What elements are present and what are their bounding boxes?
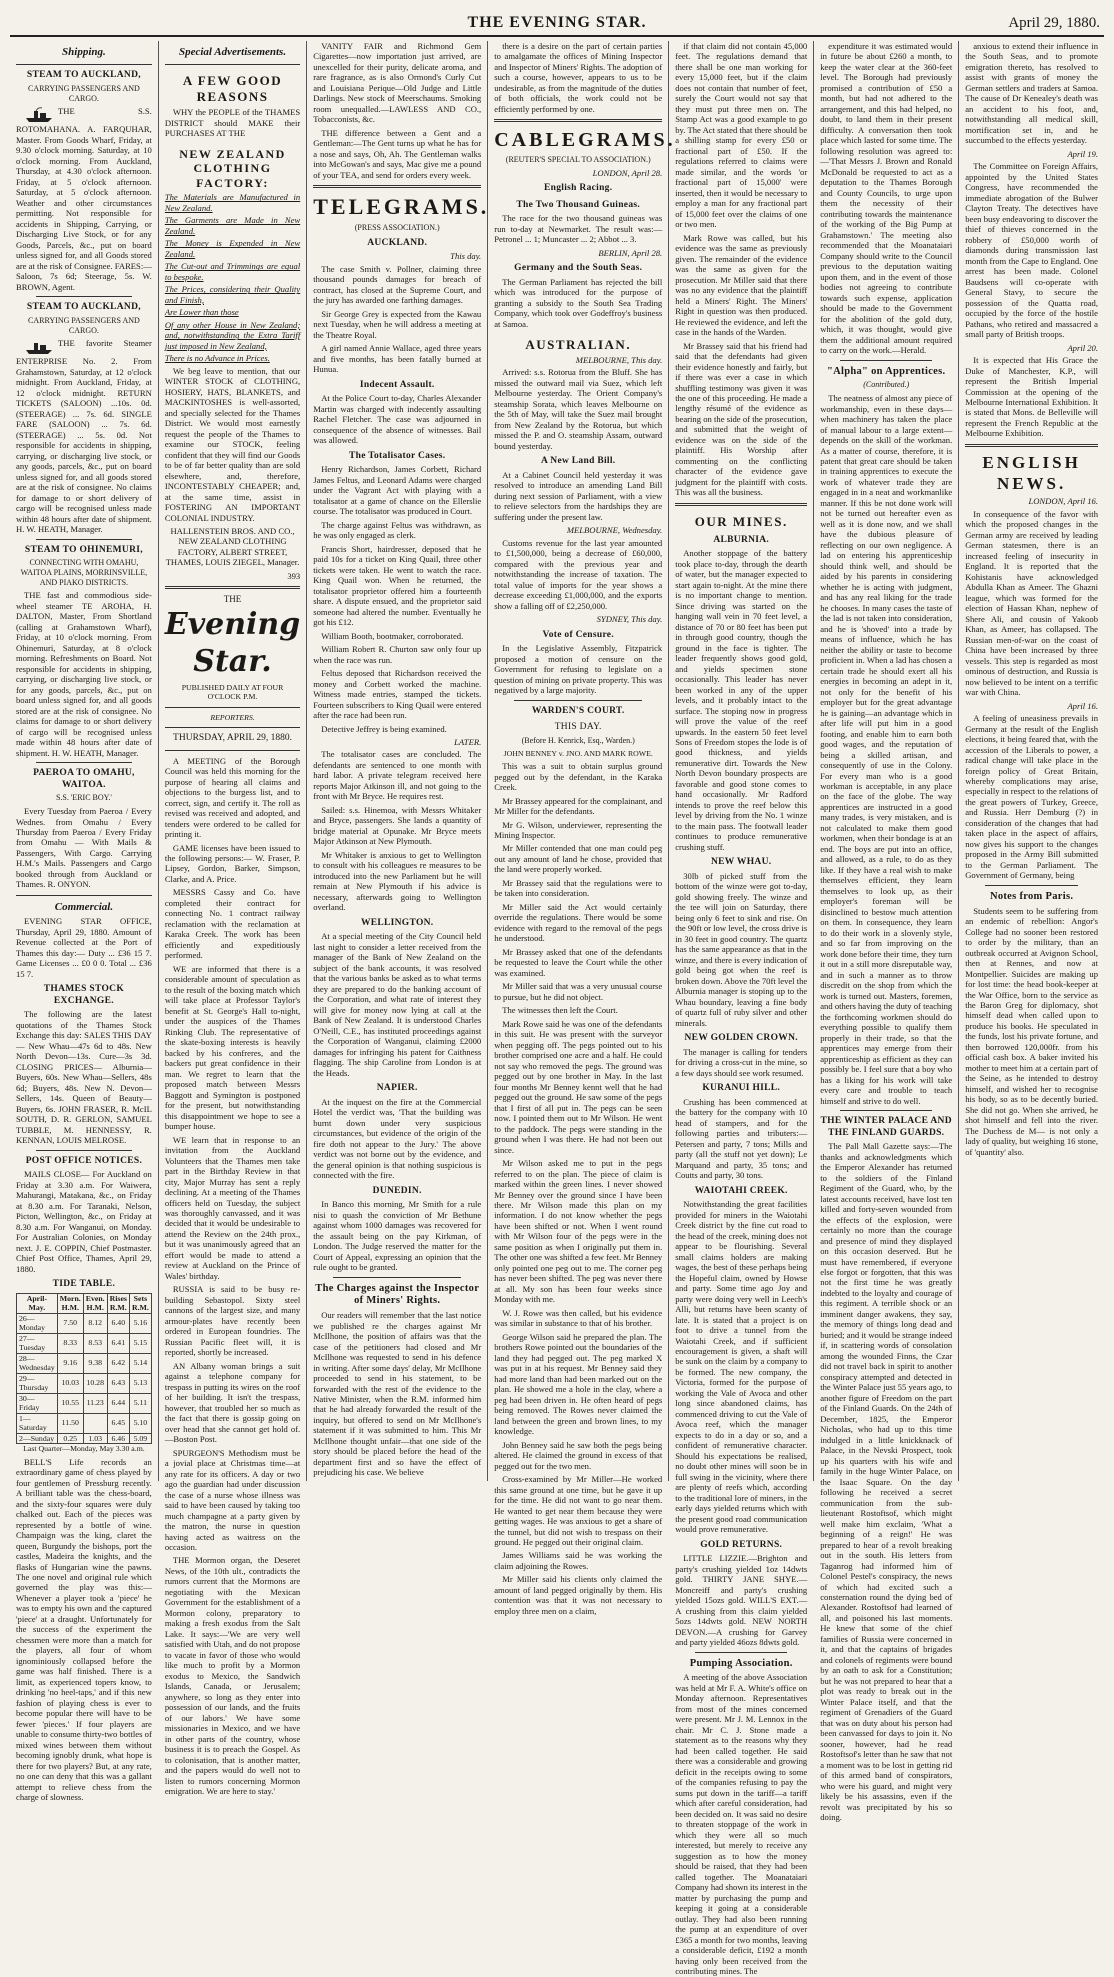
subheading: Vote of Censure. xyxy=(542,629,614,640)
stock-exchange-text: The following are the latest quotations of the Thames Stock Exchange this day: SALES THIS DAY— New Whau—47s 6d to 48s. New North Devon—13s. Cure—3s 3d. CLOSING PRICES— Alburnia—Buyers, 60s. New Whau—Sellers, 48s 6d; Buyers, 48s. New N. Devon—Sellers, 14s. Queen of Beauty—Buyers, 6s. JOHN FRASER, R. McIL SOUTH, D. R. GERLON, SAMUEL TUBBLE, M. HENNESSY, R. KENNAN, LOUIS MELROSE. xyxy=(16,1009,152,1146)
table-cell: 6.40 xyxy=(107,1313,129,1333)
article-paragraph: Francis Short, hairdresser, deposed that he paid 10s for a ticket on King Quail, three other tickets were taken. He went to watch the race. King Quail won. When he returned, the totalisator proprietor offered him a fourteenth share. A dispute ensued, and the proprietor said someone had altered the number. Eventually he got his £12. xyxy=(313,543,482,628)
table-cell: 5.16 xyxy=(129,1313,151,1333)
ad-reason: Are Lower than those xyxy=(164,307,239,318)
ad-reason: The Materials are Manufactured in New Zealand. xyxy=(164,192,301,213)
article-paragraph: Mr Miller said his clients only claimed the amount of land pegged originally by them. His contention was that it was not necessary to employ three men on a claim, xyxy=(494,1574,663,1616)
divider xyxy=(36,762,132,763)
table-cell: 5.11 xyxy=(129,1393,151,1413)
divider xyxy=(165,64,300,65)
divider xyxy=(165,750,300,751)
article-text: anxious to extend their influence in the South Seas, and to promote emigration thereto, has resolved to assist with grants of money the German settlers and traders at Samoa. The cause of Dr Kenealey's death was an accident to his foot, and, notwithstanding all medical skill, mortification set in, and he succumbed to the effects yesterday. xyxy=(965,41,1098,146)
ad-brand: NEW ZEALAND CLOTHING FACTORY: xyxy=(179,146,286,190)
article-paragraph: Mr Brassey appeared for the complainant, and Mr Miller for the defendants. xyxy=(494,795,663,817)
subheading: The Totalisator Cases. xyxy=(349,450,446,461)
table-cell: 5.14 xyxy=(129,1353,151,1373)
table-row xyxy=(17,1433,152,1444)
columns xyxy=(10,41,1104,1977)
tide-column-header: Sets R.M. xyxy=(129,1293,151,1313)
table-cell: 5.10 xyxy=(129,1413,151,1433)
mines-heading: OUR MINES. xyxy=(694,513,788,529)
table-cell: 8.53 xyxy=(83,1333,107,1353)
subheading: "Alpha" on Apprentices. xyxy=(827,365,946,377)
dateline: This day. xyxy=(450,251,482,262)
section-heading: POST OFFICE NOTICES. xyxy=(25,1155,143,1166)
mine-heading: WAIOTAHI CREEK. xyxy=(694,1185,788,1196)
article-paragraph: SPURGEON'S Methodism must be a jovial place at Christmas time—at any rate for its officers. A day or two ago the guardian had under discussion the case of a nurse whose illness was said to have been caused by taking too much champagne at a party given by the matron, the nurse in question having acted as waitress on the occasion. xyxy=(164,1447,301,1552)
special-ads-heading: Special Advertisements. xyxy=(178,46,287,58)
auckland-paragraphs xyxy=(313,264,481,375)
table-cell: 10.03 xyxy=(57,1373,83,1393)
article-paragraph: Mr Brassey said that the regulations were to be taken into consideration. xyxy=(494,877,663,899)
table-cell: 6.43 xyxy=(107,1373,129,1393)
tide-column-header: Even. H.M. xyxy=(83,1293,107,1313)
table-cell: 30—Friday xyxy=(17,1393,58,1413)
paper-the: THE xyxy=(223,594,242,605)
mine-heading: GOLD RETURNS. xyxy=(700,1539,783,1550)
paper-subtitle: PUBLISHED DAILY AT FOUR O'CLOCK P.M. xyxy=(181,682,284,702)
table-cell: 26—Monday xyxy=(17,1313,58,1333)
table-cell: 6.44 xyxy=(107,1393,129,1413)
paper-nameplate: Evening Star. xyxy=(164,607,301,679)
dateline: MELBOURNE, Wednesday. xyxy=(566,525,663,536)
table-row xyxy=(17,1373,152,1393)
article-text: The Pall Mall Gazette says:—The thanks and acknowledgments which the Emperor Alexander has returned to the soldiers of the Finland Regiment of the Guard, who, by the latest accounts received, have lost ten killed and forty-seven wounded from the effects of the explosion, were certainly no more than the courage and presence of mind they displayed on this occasion deserved. But he must have remembered, if everyone else forgot or forgotten, that this was not the first time he was greatly indebted to the loyalty and courage of this regiment. A terrible shock or an imminent danger awakens, they say, the memory of things long dead and buried; and it would be strange indeed if, in scattering words of consolation among the wounded Finns, the Czar did not travel back in spirit to another conspiracy attempted and detected in the Winter Palace just 55 years ago, to another figure of Freedom on the part of the Finland Guards. On the 24th of December, 1825, the Emperor Nicholas, who had up to this time indulged in a little knickknack of Palace, in the Nevski Prospect, took up his quarters with his wife and family in the huge Winter Palace, on the Isaac Square. On the day following he received a secret communication from the sub-lieutenant Rostoftsof, which might well make him exclaim, 'What a beginning of a reign!' He was prepared to hear of a revolt breaking out in the south. His letters from Taganrog had informed him of Colonel Pestel's conspiracy, the news of which had excited such a consternation round the dying bed of Alexander. Rostoftsof had learned of all, and poisoned his last moments. He knew that some of the chief families of Russia were concerned in it, and that the captains of brigades and colonels of regiments were bound by an oath to ask for a Constitution; but he was not prepared to hear that a plot was ready to break out in the Winter Palace itself, and that the regiment of Grenadiers of the Guard that was on duty about his person had been canvassed for days to join it. No sooner, however, had he read Rostoftsof's letter than he saw that not a moment was to be lost in getting rid of this armed band of conspirators, who were his guard, and might very likely be his assassins, even if the revolt was precipitated by his so doing. xyxy=(820,1141,953,1823)
divider xyxy=(675,503,807,506)
article-text: Mr Brassey said that his friend had said that the defendants had given their evidence honestly and fairly, but if there was ever a case in which shuffling testimony was given it was the one of this proceeding. He made a lengthy résumé of the evidence as bearing on the side of the prosecution, and submitted that the weight of evidence was on the side of the plaintiff. His Worship after commenting on the conflicting character of the evidence gave judgment for the plaintiff with costs. This was all the business. xyxy=(675,340,808,498)
ad-reason: The Money is Expended in New Zealand. xyxy=(164,238,301,259)
dateline: THIS DAY. xyxy=(554,722,602,733)
tide-table xyxy=(16,1293,152,1445)
article-text: At a Cabinet Council held yesterday it was resolved to introduce an amending Land Bill during next session of Parliament, with a view to relieve selectors from the hardships they are suffering under the present law. xyxy=(494,469,663,522)
article-text: Sailed: s.s. Hinemoa, with Messrs Whitaker and Bryce, passengers. She lands a quantity of bridge material at Opunake. Mr Bryce meets Major Atkinson at New Plymouth. xyxy=(313,804,482,847)
column-4 xyxy=(488,41,676,1616)
article-text: if that claim did not contain 45,000 feet. The regulations demand that there shall be one man working for every 15,000 feet, but if the claim does not contain that number of feet, surely the Court would not say that they must put three men on. The Stamp Act was a good example to go by. The Act stated that there should be a shilling stamp for every £50 or fractional part of £50. If the regulations referred to claims were made similar, and the words 'or fractional part of 15,000' were inserted, then it would be necessary to employ a man for any fractional part of 15,000 feet over the claims of one or two men. xyxy=(675,41,808,230)
article-text: The manager is calling for tenders for driving a cross-cut in the mine, so a few days should see work resumed. xyxy=(675,1046,808,1078)
article-paragraph: Henry Richardson, James Corbett, Richard James Feltus, and Leonard Adams were charged under the Vagrant Act with playing with a totalisator at a game of chance on the Ellerslie course. The totalisator was produced in Court. xyxy=(313,464,482,517)
table-cell: 6.41 xyxy=(107,1333,129,1353)
dateline: April 19. xyxy=(1067,148,1098,159)
article-text: LITTLE LIZZIE.—Brighton and party's crushing yielded 1oz 14dwts gold. THIRTY JANE SHYE.—Moncreiff and party's crushing yielded 15ozs gold. WILL'S EXT.—A crushing from this claim yielded 5ozs 14dwts gold. NEW NORTH DEVON.—A crushing for Garvey and party yielded 46ozs 8dwts gold. xyxy=(675,1553,808,1648)
dateline: MELBOURNE, This day. xyxy=(575,354,663,365)
divider xyxy=(16,64,152,65)
table-cell: 11.50 xyxy=(57,1413,83,1433)
issue-date: April 29, 1880. xyxy=(1008,15,1100,31)
table-row xyxy=(17,1393,152,1413)
table-cell: 5.09 xyxy=(129,1433,151,1444)
divider xyxy=(36,296,132,297)
contributed-label: (Contributed.) xyxy=(863,380,910,390)
article-paragraph: AN Albany woman brings a suit against a telephone company for trespass in putting its wires on the roof of her building. It isn't the trespass, however, that troubled her so much as the fact that there is gossip going on over head that she cannot get hold of.—Boston Post. xyxy=(164,1360,301,1445)
cablegrams-subheading: (REUTER'S SPECIAL TO ASSOCIATION.) xyxy=(505,154,651,164)
city-heading: NAPIER. xyxy=(376,1083,418,1094)
article-text: Mr Whitaker is anxious to get to Wellington to consult with his colleagues re measures to be introduced into the new Parliament but he will remain at New Plymouth if his advice is necessary, afterwards going to Wellington overland. xyxy=(313,849,482,913)
table-cell: 29—Thursday xyxy=(17,1373,58,1393)
reporters-label: REPORTERS. xyxy=(210,712,255,722)
city-heading: AUCKLAND. xyxy=(367,237,428,248)
article-paragraph: George Wilson said he prepared the plan. The brothers Rowe pointed out the boundaries of the land they had pegged out. The peg marked X was put in at his request. Mr Benney said they had more land than had been marked out on the plan. He showed me a hole in the clay, where a peg had been driven in. He often heard of pegs being removed. The Rowes never claimed the land between the green and brown lines, to my knowledge. xyxy=(494,1331,663,1437)
divider xyxy=(36,539,132,540)
article-paragraph: WE are informed that there is a considerable amount of speculation as to the result of the boxing match which will take place at Professor Taylor's benefit at St. George's Hall to-night, under the auspices of the Thames Rinking Club. The representative of the skate-boxing interests is heavily backed by his confreres, and the backers put great confidence in their man. We regret to learn that the proposed match between Messrs Baggott and Symington is postponed for the present, but notwithstanding this disappointment we hope to see a bumper house. xyxy=(164,963,301,1132)
section-subheading: CARRYING PASSENGERS AND CARGO. xyxy=(28,315,140,335)
australian-heading: AUSTRALIAN. xyxy=(525,337,632,353)
table-cell: 6.46 xyxy=(107,1433,129,1444)
article-paragraph: Cross-examined by Mr Miller—He worked this same ground at one time, but he gave it up for the time. He did not want to go near them. He wanted to get near them because they were getting wages. He was anxious to get a share of the tunnel, but did not wish to trespass on their ground. He pegged out their original claim. xyxy=(494,1474,663,1547)
column-2 xyxy=(159,41,307,1797)
divider xyxy=(695,1652,787,1653)
article-paragraph: William Booth, bootmaker, corroborated. xyxy=(321,630,464,641)
divider xyxy=(165,727,300,728)
article-text: expenditure it was estimated would in future be about £260 a month, to keep the water clear at the 360-feet level. The Borough had previously promised a contribution of £50 a month, but had not adhered to the arrangement, and this had helped, no doubt, to land them in their present difficulty. A conversation then took place which lasted for some time. The following resolution was agreed to:—'That Messrs J. Brown and Ronald McDonald be requested to act as a deputation to the Thames Borough and County Councils, to urge upon them the necessity of their contributing towards the maintenance of the working of the Big Pump at Grahamstown.' The meeting also recommended that the Moanataiari Company should write to the Council previous to the deputation waiting upon them, and in the event of those bodies not agreeing to contribute towards such expense, application should be made to the Government for the abolition of the gold duty, which, it was thought, would give them the additional amount required to carry on the work.—Herald. xyxy=(820,41,953,356)
article-text: A feeling of uneasiness prevails in Germany at the result of the English elections, it being feared that, with the accession of the Liberals to power, a radical change will take place in the foreign policy of Great Britain, whereby complications may arise, especially in respect to the relations of the great powers of Turkey, Greece, and Russia. Herr Demburg (?) in consideration of the changes that had taken place in the aspect of affairs, now gives his support to the changes proposed in the Army Bill submitted to the German Parliament. The Government of Germany, being xyxy=(965,713,1098,881)
article-text: there is a desire on the part of certain parties to amalgamate the offices of Mining Inspector and Inspector of Miners' Rights. The adoption of such a course, however, appears to us to be undesirable, as from the magnitude of the duties of both officials, the work could not be efficiently performed by one. xyxy=(494,41,663,114)
dateline: LONDON, April 16. xyxy=(1028,496,1098,507)
section-subheading: S.S. 'ERIC BOY.' xyxy=(55,793,112,803)
article-paragraph: William Robert R. Churton saw only four up when the race was run. xyxy=(313,644,482,665)
ad-body: We beg leave to mention, that our WINTER STOCK of CLOTHING, HOSIERY, HATS, BLANKETS, and MACKINTOSHES is well-assorted, and specially selected for the Thames District. We would most earnestly request the people of the Thames to examine our STOCK, feeling confident that they will find our Goods to be of far better quality than are sold elsewhere, and, therefore, INCONTESTABLY CHEAPER; and, at the same time, assist in FOSTERING AN IMPORTANT COLONIAL INDUSTRY. xyxy=(164,365,301,523)
ad-reason: There is no Advance in Prices. xyxy=(164,353,270,364)
article-paragraph: A MEETING of the Borough Council was held this morning for the purpose of hearing all claims and objections to the burgess list, and to correct, sign, and certify it. The roll as revised was received and adopted, and tenders were ordered to be called for printing it. xyxy=(164,755,301,840)
subheading: Indecent Assault. xyxy=(359,379,435,390)
section-heading: THAMES STOCK EXCHANGE. xyxy=(43,984,125,1006)
article-paragraph: Mr G. Wilson, underviewer, representing the Mining Inspector. xyxy=(494,819,663,840)
cablegrams-heading: CABLEGRAMS. xyxy=(494,129,676,152)
table-row xyxy=(17,1353,152,1373)
article-text: A meeting of the above Association was held at Mr F. A. White's office on Monday afternoon. Representatives from most of the mines concerned were present. Mr J. M. Lennox in the chair. Mr C. J. Stone made a statement as to the reasons why they had been called together. He said there was a considerable and growing deficit in the receipts owing to some of the companies refusing to pay the sums put down in the tariff—a tariff which after careful consideration, had been decided on. It was said no desire to threaten stoppage of the work in which they were all so much interested, but merely to receive any suggestion as to how the money should be raised, that they had been called together. The Moanataiari Company had shown its interest in the matter by purchasing the pump and keeping it going at a considerable outlay. They had also been running the pump at an expenditure of over £365 a month for two months, leaving a considerable deficit, £192 a month having only been received from the contributing mines. The xyxy=(675,1672,808,1977)
article-paragraph: WE learn that in response to an invitation from the Auckland Volunteers that the Thames men take part in the Birthday Review in that city, Major Murray has sent a reply declining. At a meeting of the Thames officers held on Tuesday, the subject was thoroughly canvassed, and it was decided that it would be undesirable to attend the Review on the 24th prox., but it was unanimously agreed that an effort would be made to attend a review at Auckland on the Prince of Wales' birthday. xyxy=(164,1134,301,1281)
table-cell: 9.38 xyxy=(83,1353,107,1373)
table-cell: 7.50 xyxy=(57,1313,83,1333)
court-parties: JOHN BENNEY v. JNO. AND MARK ROWE. xyxy=(503,748,653,758)
post-office-text: MAILS CLOSE— For Auckland on Friday at 3.30 a.m. For Waiwera, Mahurangi, Matakana, &c., on Friday at 8.30 a.m. For Taranaki, Nelson, Picton, Wellington, &c., on Friday at 8.30 a.m. For Wanganui, on Monday. For Australian Colonies, on Monday next. J. E. COPPIN, Chief Postmaster. Chief Post Office, Thames, April 29, 1880. xyxy=(16,1169,152,1274)
article-paragraph: RUSSIA is said to be busy re-building Sebastopol. Sixty steel cannons of the largest size, and many armour-plates have recently been ordered in European foundries. The Russian Pacific fleet will, it is reported, shortly be increased. xyxy=(164,1284,301,1358)
ad-reason: The Cut-out and Trimmings are equal to bespoke. xyxy=(164,261,301,282)
column-5 xyxy=(669,41,814,1977)
table-cell xyxy=(83,1413,107,1433)
section-heading: WARDEN'S COURT. xyxy=(531,705,625,716)
article-paragraph: This was a suit to obtain surplus ground pegged out by the defendant, in the Karaka Creek. xyxy=(494,761,663,793)
section-subheading: CARRYING PASSENGERS AND CARGO. xyxy=(28,83,140,103)
article-paragraph: Mark Rowe said he was one of the defendants in this suit. He was present with the surveyor when pegging off. The pegs pointed out to his brother comprised one acre and a half. He could not say who removed the pegs. The ground was pegged out by one brother in May. In the last four months Mr Benney kennt well that he had pegged out the ground. He saw some of the pegs that I first of all put in. The pegs can be seen now. I pointed them out to Mr Wilson. He went to the paddock. The pegs were standing in the ground when I was there. He had not been out since. xyxy=(494,1018,663,1155)
section-heading: STEAM TO AUCKLAND, xyxy=(26,70,141,81)
masthead xyxy=(10,8,1104,37)
table-cell: 1.03 xyxy=(83,1433,107,1444)
ad-text: VANITY FAIR and Richmond Gem Cigarettes—now importation just arrived, are unexcelled for their purity, delicate aroma, and rare fragrance, as is also Ormond's Curly Cut and Louisiana Perique—Old Judge and Little Darlings. New stock of Meerschaums. Smoking room unequalled.—LAWLESS AND CO., Tobacconists, &c. xyxy=(313,41,482,125)
column-6 xyxy=(814,41,959,1823)
article-paragraph: Mr Miller said the Act would certainly override the regulations. There would be some evidence with regard to the removal of the pegs he understood. xyxy=(494,901,663,944)
dateline: April 16. xyxy=(1067,700,1098,711)
mine-heading: NEW GOLDEN CROWN. xyxy=(684,1033,798,1044)
dateline: BERLIN, April 28. xyxy=(598,247,663,258)
article-text: In consequence of the favor with which the proposed changes in the German army are received by leading German statesmen, there is an increased feeling of insecurity in England. It is reported that the Kohistanis have acknowledged Abdulla Khan as Ameer. The Ghazni league, which was formed for the election of Hassan Khan, nephew of Shere Ali, and cousin of Yakoob Khan, as Ameer, has collapsed. The Russian men-of-war on the coast of China have been increased by three vessels. This step is regarded as most ominous of destruction, and Russia is now believed to be intent on a terrific war with China. xyxy=(965,508,1098,698)
table-cell: 10.55 xyxy=(57,1393,83,1413)
shipping-notice: THE S.S. ROTOMAHANA. A. FARQUHAR, Master. From Goods Wharf, Friday, at 9.30 o'clock morning. Saturday, at 10 o'clock morning. From Auckland, Thursday, at 4.30 o'clock afternoon. Friday, at 5 o'clock afternoon. Saturday, at 5 o'clock afternoon. Weather and other circumstances permitting. Not responsible for accidents in Shipping, Carrying, or Discharging Live Stock, or for any Goods, Parcels, &c., put on board unless signed for, and all Goods stored are at the risk of Consignee. FARES:—Saloon, 7s 6d; Steerage, 5s. W. BROWN, Agent. xyxy=(16,106,152,292)
article-paragraph: Detective Jeffrey is being examined. xyxy=(321,723,447,734)
article-text: Crushing has been commenced at the battery for the company with 10 head of stampers, and for the following parties and tributers:—Petersen and party, 7 tons; Mills and party (all the stuff not yet down); Le Marquand and party, 35 tons; and Coutts and party, 30 tons. xyxy=(675,1096,808,1181)
city-heading: DUNEDIN. xyxy=(372,1185,422,1196)
divider xyxy=(36,1150,132,1151)
article-text: At the Police Court to-day, Charles Alexander Martin was charged with indecently assaulting Rachel Fletcher. The case was adjourned in consequence of the absence of witnesses. Bail was allowed. xyxy=(313,393,482,446)
article-text: In the Legislative Assembly, Fitzpatrick proposed a motion of censure on the Government for refusing to legislate on a question of mining on private property. This was negatived by a large majority. xyxy=(494,643,663,696)
shipping-notice: THE fast and commodious side-wheel steamer TE AROHA, H. DALTON, Master, From Shortland (calling at Grahamstown Wharf), Friday, at 10 o'clock morning. From Ohinemuri, Saturday, at 8 o'clock morning. Refreshments on Board. Not responsible for accidents in shipping, carrying, or discharging live stock, or for any goods, parcels, &c., put on board unless signed for, and all goods stored are at the risk of consignee. No claims for damage to or short delivery of cargo will be recognised unless made within 48 hours after date of shipment. H. W. HEATH, Manager. xyxy=(16,590,152,758)
subheading: The Charges against the Inspector of Miners' Rights. xyxy=(315,1282,480,1307)
ad-reason: The Garments are Made in New Zealand. xyxy=(164,215,301,236)
article-paragraph: James Williams said he was working the claim adjoining the Rowes. xyxy=(494,1550,663,1571)
article-text: The German Parliament has rejected the bill which was introduced for the purpose of granting a subsidy to the South Sea Trading Company, which took over Godeffroy's business at Samoa. xyxy=(494,276,663,329)
article-paragraph: W. J. Rowe was then called, but his evidence was similar in substance to that of his brother. xyxy=(494,1307,663,1329)
article-paragraph: Mr Wilson asked me to put in the pegs referred to on the plan. The piece of claim is marked within the green lines. I never showed Mr Benney over the ground since I have been there. Mr Wilson made this plan on my information. I do not know whether the pegs have been shifted or not. When I went round with Mr Wilson four of the pegs were in the same position as when I originally put them in. The other one was shifted a few feet. Mr Benney only pointed one peg out to me. The corner peg has never been shifted. The peg was never there at all. My son has been four weeks since Monday with me. xyxy=(494,1158,663,1305)
article-paragraph: Mr Miller said that was a very unusual course to pursue, but he did not object. xyxy=(494,981,663,1002)
divider xyxy=(965,444,1098,447)
divider xyxy=(985,885,1078,886)
divider xyxy=(165,586,300,589)
article-paragraph: Mr Brassey asked that one of the defendants be requested to leave the Court while the other was examined. xyxy=(494,946,663,978)
commercial-text: EVENING STAR OFFICE, Thursday, April 29, 1880. Amount of Revenue collected at the Port of Thames this day:— Duty ... £36 15 7. Game Licenses ... £0 0 0. Total ... £36 15 7. xyxy=(16,916,152,979)
editorial-paragraphs xyxy=(165,756,300,1797)
column-7 xyxy=(959,41,1104,1481)
shipping-notice: Every Tuesday from Paeroa / Every Wednes. from Omahu / Every Thursday from Paeroa / Every Friday from Omahu — With Mails & Passengers, With Cargo. Carrying H.M.'s Mails. Passengers and Cargo booked through from Auckland or Thames. R. ONYON. xyxy=(16,806,152,890)
ad-reason: The Prices, considering their Quality and Finish, xyxy=(164,284,301,305)
article-paragraph: Mr Miller contended that one man could peg out any amount of land he chose, provided that the land were properly worked. xyxy=(494,843,663,875)
shipping-heading: Shipping. xyxy=(62,46,106,58)
telegrams-heading: TELEGRAMS. xyxy=(313,194,490,220)
divider xyxy=(840,360,932,361)
article-paragraph: The witnesses then left the Court. xyxy=(502,1005,618,1016)
table-cell: 11.23 xyxy=(83,1393,107,1413)
table-cell: 8.12 xyxy=(83,1313,107,1333)
dateline: April 20. xyxy=(1067,342,1098,353)
tide-note: Last Quarter—Monday, May 3.30 a.m. xyxy=(23,1444,145,1454)
article-paragraph: John Benney said he saw both the pegs being altered. He claimed the ground in excess of that pegged out for the two men. xyxy=(494,1439,663,1471)
table-row xyxy=(17,1313,152,1333)
article-paragraph: Feltus deposed that Richardson received the money and Corbett worked the machine. Witness made entries, stamped the tickets. Fourteen subscribers to King Quail were entered after the race had been run. xyxy=(313,668,482,721)
section-heading: TIDE TABLE. xyxy=(52,1279,116,1290)
city-heading: WELLINGTON. xyxy=(360,917,434,928)
section-heading: THE WINTER PALACE AND THE FINLAND GUARDS. xyxy=(820,1116,952,1138)
subheading: English Racing. xyxy=(544,183,613,194)
article-text: The race for the two thousand guineas was run to-day at Newmarket. The result was:— Petronel ... 1; Muncaster ... 2; Abbot ... 3. xyxy=(494,213,663,245)
mine-heading: KURANUI HILL. xyxy=(702,1083,781,1094)
article-paragraph: GAME licenses have been issued to the following persons:— W. Fraser, P. Lipsey, Gordon, Barker, Simpson, Clarke, and A. Price. xyxy=(164,842,301,884)
column-3 xyxy=(307,41,488,1481)
ad-signature: HALLENSTEIN BROS. AND CO., NEW ZEALAND CLOTHING FACTORY, ALBERT STREET, THAMES, LOUIS ZIEGEL, Manager. xyxy=(165,525,300,568)
section-subheading: CONNECTING WITH OMAHU, WAITOA PLAINS, MORRINSVILLE, AND PIAKO DISTRICTS. xyxy=(20,558,148,587)
divider xyxy=(165,707,300,708)
table-cell: 27—Tuesday xyxy=(17,1333,58,1353)
commercial-heading: Commercial. xyxy=(54,900,114,913)
article-text: The Committee on Foreign Affairs, appointed by the United States Congress, have recommended the immediate abrogation of the Bulwer Clayton Treaty. The detectives have been busy endeavoring to discover the thief of thieves concerned in the robbery of £50,000 worth of diamonds during transmission last month from the Cape to England. One arrest has been made. Colonel Baudsens will co-operate with General Stavy, to secure the possession of the Quatta road, occupied by the force of the hostile Pathans, who retired and massacred a small party of British troops. xyxy=(965,161,1098,340)
article-text: Students seem to be suffering from an endemic of rebellion: Angor's College had no sooner been restored to order by the military, than an outbreak occurred at Avignon School, then at Rennes, and now at Montpellier. Suicides are making up for lost time: the head book-keeper at the War Office, born to the service as the Baron Greg for diplomacy, shot himself dead when called upon to produce his books. He speculated in the funds, lost his private fortune, and then borrowed 120,000fr. from his official cash box. A baker invited his mother to meet him at a certain part of the Seine, as he intended to destroy himself, and wished her to recognise his body, so as to be decently buried. She did not go. When she arrived, he shot himself and fell into the river. The Duchess de M— is not only a lady of quality, but weighing 16 stone, of 'quantity' also. xyxy=(965,905,1098,1157)
ad-reason: Of any other House in New Zealand; and, notwithstanding the Extra Tariff just imposed in New Zealand, xyxy=(164,319,301,351)
ad-number: 393 xyxy=(287,570,301,581)
telegrams-subheading: (PRESS ASSOCIATION.) xyxy=(354,223,440,233)
steamer-icon xyxy=(24,106,54,124)
subheading: Notes from Paris. xyxy=(989,890,1074,902)
table-cell: 2—Sunday xyxy=(17,1433,58,1444)
divider xyxy=(840,1110,932,1111)
article-text: Another stoppage of the battery took place to-day, through the dearth of water, but the manager expected to start again to-night. At the mine there is no important change to mention. Since driving was started on the hanging wall vein in 70 feet level, a distance of 70 or 80 feet has been put in through good country, though the ground in the face is tighter. The leader frequently shows good gold, and yields specimen stone occasionally. This leader has never been worked in any of the upper levels, and it probably intact to the surface. The stoping now in progress will prove the value of the reef upwards. In the eastern 50 feet level Sons of Freedom stopes the lode is of good thickness, and yields remunerative dirt. Towards the New North Devon boundary prospects are favorable and good stone comes to hand occasionally. Mr Radford intends to prove the reef below this level by driving from the No. 1 winze to the main pass. The footwall leader continues to produce remunerative crushing stuff. xyxy=(675,548,808,852)
article-text: Customs revenue for the last year amounted to £1,500,000, being a decrease of £60,000, compared with the previous year and notwithstanding the increase of taxation. The total value of imports for the year shows a decrease exceeding £1,000,000, and the exports show a falling off of £2,250,000. xyxy=(494,537,663,611)
article-paragraph: The case Smith v. Pollner, claiming three thousand pounds damages for breach of contract, has closed at the Supreme Court, and the jury has awarded one farthing damages. xyxy=(313,263,482,306)
article-text: The neatness of almost any piece of workmanship, even in these days—when machinery has taken the place of manual labour to a large extent—depends on the skill of the workman. As a matter of course, therefore, it is patent that great care should be taken in training apprentices to execute the work of whatever trade they are engaged in in a neat and workmanlike manner. If this be not done work will not be turned out hereafter even as well as it is done now, and we shall have the dubious pleasure of reflecting on our own negligence. A lad on entering his apprenticeship should think well, and should be aided by his parents in considering whether he is acting with judgment, and has any real liking for the trade he chooses. In many cases the taste of the lad is not taken into consideration, and he is 'shoved' into a trade by means of influence, which he has neither the ability or taste to become proficient in. When a lad has chosen a certain trade he should exert all his energies in becoming an adept in it, not only for the benefit of his employer but for the great advantage he is gaining—an advantage which in after life will put him in a good footing, and enable him to earn both good wages, and the reputation of being a skilled artisan, and consequently of use in the Colony. For every man who is a good workman is acceptable, in any place on the face of the globe. The way apprentices are instructed in a good many trades, is very mistaken, and is not calculated to make them good workmen, when their bondage is at an end. The boys are put into an office, and allowed, as a rule, to do as they like. If they have a real wish to make themselves efficient, they learn themselves to look up, as their employer's foreman will be disinclined to bestow much attention on them. In consequence, they learn to do their work in a slovenly style, and so far from improving on the work done before their time, they turn it out in a still more disreputable way, and in such a manner as to throw discredit on the shop from which the work is turned out. Masters, foremen, and others having the duty of teaching the forthcoming workmen should do everything possible to qualify them properly in their trade, so that the apprentices may emerge from their apprenticeship as efficient as they can possibly be. I feel sure that a boy who has a liking for his work will take every care and trouble to teach himself and strive to do well. xyxy=(820,393,953,1106)
article-text: In Banco this morning, Mr Smith for a rule nisi to quash the conviction of Mr Bethune against whom 1000 damages was recovered for the assault being on the pay Kirkman, of London. The Judge reserved the matter for the Court of Appeal, expressing an opinion that the rule ought to be granted. xyxy=(313,1199,482,1273)
subheading: Germany and the South Seas. xyxy=(514,263,643,274)
article-text: The totalisator cases are concluded. The defendants are sentenced to one month with hard labor. A private telegram received here reports Major Atkinson ill, and not going to the front with Mr Bryce. He requires rest. xyxy=(313,749,482,802)
article-text: Mark Rowe was called, but his evidence was the same as previously given. The remainder of the evidence was the same as given for the prosecution. Mr Miller said that there was no any evidence that the plaintiff held a Miners' Right. The Miners' Right in question was then produced. He reviewed the evidence, and left the case in the hands of the Warden. xyxy=(675,232,808,338)
table-row xyxy=(17,1413,152,1433)
shipping-notice: THE favorite Steamer ENTERPRISE No. 2. From Grahamstown, Saturday, at 12 o'clock midnight. From Auckland, Friday, at 12 o'clock midnight. RETURN TICKETS (SALOON) ...10s. 0d. (STEERAGE) ... 7s. 6d. SINGLE FARE (SALOON) ... 7s. 6d. (STEERAGE) ... 5s. 0d. Not responsible for accidents in shipping, carrying, or discharging live stock, or any goods, parcels, &c., put on board unless signed for, and all goods stored are at the risk of consignee. No claims for damage to or short delivery of cargo will be recognised unless made within 48 hours after date of shipment. H. W. HEATH, Manager. xyxy=(16,338,152,535)
article-paragraph: The charge against Feltus was withdrawn, as he was only engaged as clerk. xyxy=(313,519,482,541)
article-paragraph: A girl named Annie Wallace, aged three years and five months, has been fatally burned at Hunua. xyxy=(313,343,482,375)
newspaper-title: THE EVENING STAR. xyxy=(467,14,647,31)
ad-text: THE difference between a Gent and a Gentleman:—The Gent turns up what he has for a nose and says, Oh, Ah. The Gentleman walks into McGowan's and says, Mac give me a pound of your TEA, and send for orders every week. xyxy=(313,127,482,180)
mine-heading: NEW WHAU. xyxy=(711,857,772,868)
article-text: Our readers will remember that the last notice we published re the charges against Mr McIlhone, the position of affairs was that the case of the petitioners had closed and Mr McIlhone was requested to send in his defence in writing. After some days' delay, Mr McIlhone proceeded to send in his statement, to be forwarded with the rest of the evidence to the Native Minister, when the R.M. informed him that he had already forwarded the result of the inquiry, but offered to send on Mr McIlhone's statement if it was submitted to him. This Mr McIlhone thought unfair—that one side of the story should be placed before the head of the department first and so have the effect of prejudicing his case. We believe xyxy=(313,1310,482,1478)
article-text: At the inquest on the fire at the Commercial Hotel the verdict was, 'That the building was burnt down under very suspicious circumstances, but evidence of the origin of the fire doth not appear to the Jury.' The above verdict was not borne out by the evidence, and the general opinion is that nothing suspicious is connected with the fire. xyxy=(313,1096,482,1181)
section-heading: PAEROA TO OMAHU, WAITOA. xyxy=(33,768,135,790)
divider xyxy=(333,1277,461,1278)
divider xyxy=(16,895,152,896)
article-paragraph: THE Mormon organ, the Deseret News, of the 10th ult., contradicts the rumors current that the Mormons are negotiating with the Mexican Government for the establishment of a Mormon colony, preparatory to making a fresh exodus from the Salt Lake. It says:—'We are very well satisfied with Utah, and do not propose to vacate in favor of those who would like much to profit by a Mormon exodus to Mexico, the Sandwich Islands, Canada, or Jerusalem; anywhere, so long as they enter into possession of our lands, and the fruits of our labors.' We have some missionaries in Mexico, and we have in other parts of the country, whose business it is to preach the Gospel. As to colonisation, that is another matter, and the papers would do well not to listen to rumors concerning Mormon emigration. We are here to stay.' xyxy=(164,1555,301,1797)
english-news-heading: ENGLISH NEWS. xyxy=(982,452,1081,493)
court-before: (Before H. Kenrick, Esq., Warden.) xyxy=(521,735,635,745)
table-cell: 9.16 xyxy=(57,1353,83,1373)
table-row xyxy=(17,1333,152,1353)
table-cell: 8.33 xyxy=(57,1333,83,1353)
column-1 xyxy=(10,41,159,1803)
table-cell: 6.42 xyxy=(107,1353,129,1373)
tide-column-header: April-May. xyxy=(17,1293,58,1313)
ad-heading: A FEW GOOD REASONS xyxy=(182,73,283,105)
mine-heading: ALBURNIA. xyxy=(713,534,770,545)
dateline: LONDON, April 28. xyxy=(592,167,663,178)
divider xyxy=(514,700,642,701)
article-text: Notwithstanding the great facilities provided for miners in the Waiotahi Creek district by the fine cut road to the head of the creek, mining does not appear to be flourishing. Several small claims holders are making wages, the best of these perhaps being the Hopeful claim, owned by Howse and party. Some time ago Joy and party were doing very well in Leech's Alli, but returns have been scanty of late. It is stated that a project is on foot to drive a tunnel from the Waiotahi Creek, and if sufficient encouragement is given, a shaft will be sunk on the claim by a company to be formed. The new company, the Victoria, formed for the purpose of working the Vale of Avoca and other long since abandoned claims, has commenced driving to cut the Vale of Avoca reef, which the manager expects to do in a day or so, and a confident of remunerative character. Should his expectations be realised, no doubt other mines will soon be in full swing in the vicinity, where there are plenty of reefs which, according to the traditional lore of miners, in the early days yielded returns which with the present good road communication would prove remunerative. xyxy=(675,1199,808,1535)
table-cell: 5.13 xyxy=(129,1373,151,1393)
ad-text: WHY the PEOPLE of the THAMES DISTRICT should MAKE their PURCHASES AT THE xyxy=(164,107,301,139)
dateline: SYDNEY, This day. xyxy=(596,614,663,625)
steamer-icon xyxy=(24,338,54,356)
table-cell: 28—Wednesday xyxy=(17,1353,58,1373)
section-heading: STEAM TO AUCKLAND, xyxy=(26,302,141,313)
article-text: At a special meeting of the City Council held last night to consider a letter received from the manager of the Bank of New Zealand on the subject of the bank accounts, it was resolved that the various banks be asked as to what terms they are prepared to do the banking account of the Corporation, and what rate of interest they will give for money now lying at call at the Bank of New Zealand. It is understood Charles O'Neill, C.E., has instituted proceedings against the Corporation of Wanganui, claiming £2000 damages for infringing his patent for Caithness flagging. The ship Caroline from London is at the Heads. xyxy=(313,931,482,1078)
article-text: 30lb of picked stuff from the bottom of the winze were got to-day, gold showing freely. The winze and the tee will join on Saturday, there being only 6 feet to sink and rise. On the 90ft or low level, the cross drive is in 30 feet in good country. The quartz has the same appearance as that in the winze, and there is every indication of gold being got when the reef is broken down. Above the 70ft level the Alburnia manager is stoping up to the Whau boundary, leaving a fine body of quartz full of ruby silver and other minerals. xyxy=(675,870,808,1028)
article-text: BELL'S Life records an extraordinary game of chess played by four gentlemen of Pressburg recently. A brilliant table was the chess-board, and the sixty-four squares were duly chalked out. Each of the pieces was represented by a bottle of wine. Champaign was the king, claret the queen, Burgundy the bishops, port the castles, Madeira the knights, and the flasks of Hungarian wine the pawns. The one novel and original rule which governed the play was this:—Whenever a player took a 'piece' he was to empty his own and the captured 'piece' at a draught. Unfortunately for the success of the experiment the chessmen were more than a match for the players, all four of whom ignominiously collapsed before the game was half finished. There is a limit, as experienced topers know, to drinking 'no heel-taps,' and if this new fashion of playing chess is ever to become popular there will have to be fewer 'pieces.' If four players are unable to consume thirty-two bottles of mixed wines between them without becoming ignobly drunk, what hope is there for two players? But, at any rate, no one can deny that this was a gallant attempt to relieve chess from the charge of slowness. xyxy=(16,1456,152,1803)
editorial-date: THURSDAY, APRIL 29, 1880. xyxy=(173,733,292,744)
article-text: It is expected that His Grace the Duke of Manchester, K.P., will represent the British Imperial Commission at the opening of the Melbourne International Exhibition. It is stated that Mons. de Belleville will represent the French Republic at the Melbourne Exhibition. xyxy=(965,355,1098,439)
totalisator-paragraphs xyxy=(313,464,481,734)
table-cell: 0.25 xyxy=(57,1433,83,1444)
tide-column-header: Morn. H.M. xyxy=(57,1293,83,1313)
divider xyxy=(494,119,662,122)
table-cell: 6.45 xyxy=(107,1413,129,1433)
tide-column-header: Rises R.M. xyxy=(107,1293,129,1313)
article-paragraph: Sir George Grey is expected from the Kawau next Tuesday, when he will address a meeting at the Theatre Royal. xyxy=(313,308,482,340)
subheading: A New Land Bill. xyxy=(540,456,616,467)
article-paragraph: MESSRS Cassy and Co. have completed their contract for connecting No. 1 contract railway reclamation with the reclamation at Karaka Creek. The work has been efficiently and expeditiously performed. xyxy=(164,887,301,961)
ad-reasons xyxy=(165,192,300,363)
table-cell: 5.15 xyxy=(129,1333,151,1353)
divider xyxy=(313,185,481,188)
dateline: LATER. xyxy=(454,736,482,747)
table-cell: 10.28 xyxy=(83,1373,107,1393)
article-text: Arrived: s.s. Rotorua from the Bluff. She has missed the outward mail via Suez, which left Melbourne yesterday. The Orient Company's steamship Sorata, which leaves Melbourne on the 5th of May, will take the Suez mail brought from New Zealand by the Rotorua, but which missed the P. and O. steamship Assam, outward bound yesterday. xyxy=(494,367,663,451)
table-cell: 1—Saturday xyxy=(17,1413,58,1433)
wardens-paragraphs xyxy=(494,761,662,1616)
section-heading: STEAM TO OHINEMURI, xyxy=(24,544,143,555)
subheading: The Two Thousand Guineas. xyxy=(516,199,641,210)
subheading: Pumping Association. xyxy=(689,1657,793,1669)
